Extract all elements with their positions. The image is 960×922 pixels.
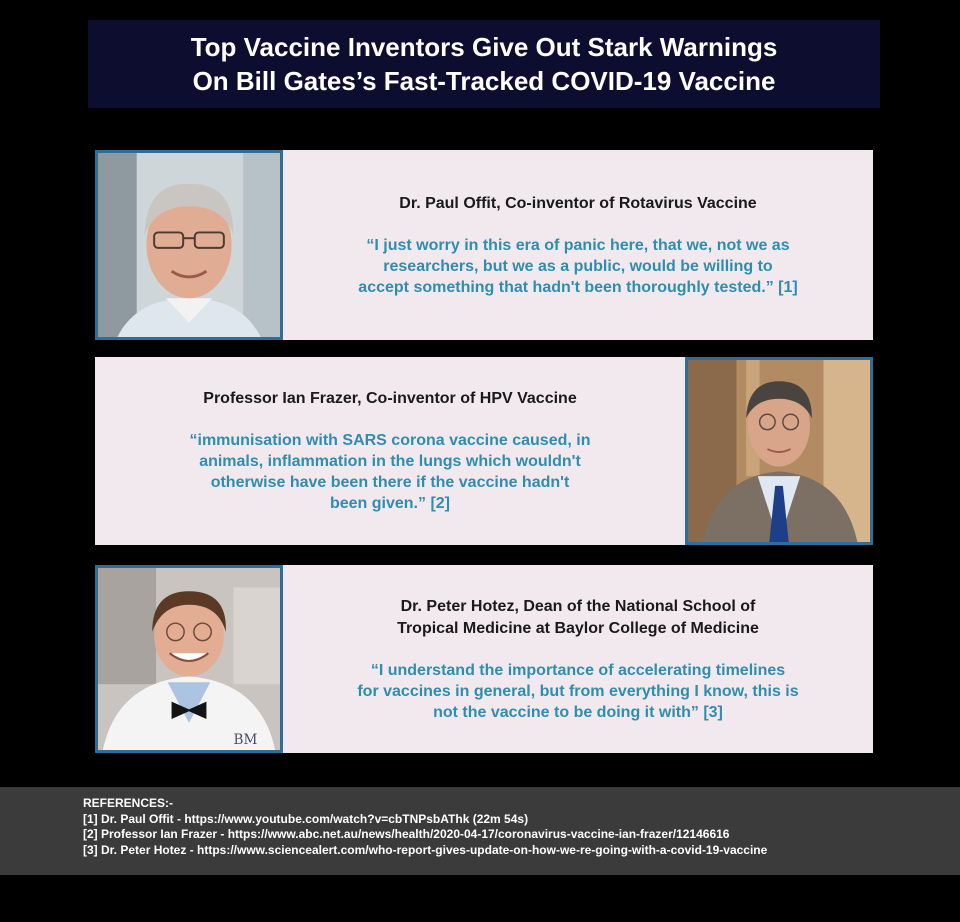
- headline-line-1: Top Vaccine Inventors Give Out Stark Warnings: [190, 32, 778, 62]
- name-line: Professor Ian Frazer, Co-inventor of HPV Vaccine: [203, 390, 577, 407]
- headline-banner: [88, 20, 880, 108]
- expert-name-peter-hotez: [397, 596, 759, 640]
- name-line: Tropical Medicine at Baylor College of Medicine: [397, 619, 759, 637]
- references-section: [0, 787, 960, 875]
- photo-paul-offit: [95, 150, 283, 340]
- quote-line: animals, inflammation in the lungs which wouldn't: [199, 453, 581, 470]
- quote-line: “immunisation with SARS corona vaccine caused, in: [189, 432, 591, 449]
- expert-name-ian-frazer: [203, 388, 576, 410]
- coat-logo: BM: [233, 732, 258, 749]
- references-heading: REFERENCES:-: [83, 796, 174, 810]
- reference-item: [1] Dr. Paul Offit - https://www.youtube.com/watch?v=cbTNPsbAThk (22m 54s): [83, 811, 529, 826]
- quote-line: been given.” [2]: [329, 495, 450, 512]
- quote-card-paul-offit: [283, 150, 873, 340]
- quote-paul-offit: [358, 235, 797, 298]
- name-line: Dr. Paul Offit, Co-inventor of Rotavirus Vaccine: [399, 194, 757, 212]
- quote-line: not the vaccine to be doing it with” [3]: [433, 703, 723, 721]
- photo-peter-hotez: [95, 565, 283, 753]
- quote-line: researchers, but we as a public, would be willing to: [383, 257, 773, 275]
- quote-line: for vaccines in general, but from everything I know, this is: [357, 682, 799, 700]
- quote-line: otherwise have been there if the vaccine hadn't: [210, 474, 570, 491]
- quote-line: “I just worry in this era of panic here, that we, not we as: [366, 236, 790, 254]
- name-line: Dr. Peter Hotez, Dean of the National School of: [400, 597, 756, 615]
- expert-name-paul-offit: [399, 193, 756, 215]
- photo-ian-frazer: [685, 357, 873, 545]
- quote-peter-hotez: [357, 660, 798, 723]
- quote-card-peter-hotez: [283, 565, 873, 753]
- reference-item: [3] Dr. Peter Hotez - https://www.sciencealert.com/who-report-gives-update-on-how-we-re-going-with-a-covid-19-vaccine: [83, 842, 768, 857]
- quote-line: “I understand the importance of accelerating timelines: [370, 661, 786, 679]
- quote-ian-frazer: [190, 430, 591, 514]
- reference-item: [2] Professor Ian Frazer - https://www.abc.net.au/news/health/2020-04-17/coronavirus-vaccine-ian-frazer/12146616: [83, 827, 730, 841]
- quote-card-ian-frazer: [95, 357, 685, 545]
- headline-line-2: On Bill Gates’s Fast-Tracked COVID-19 Vaccine: [192, 66, 776, 96]
- quote-line: accept something that hadn't been thoroughly tested.” [1]: [358, 278, 798, 296]
